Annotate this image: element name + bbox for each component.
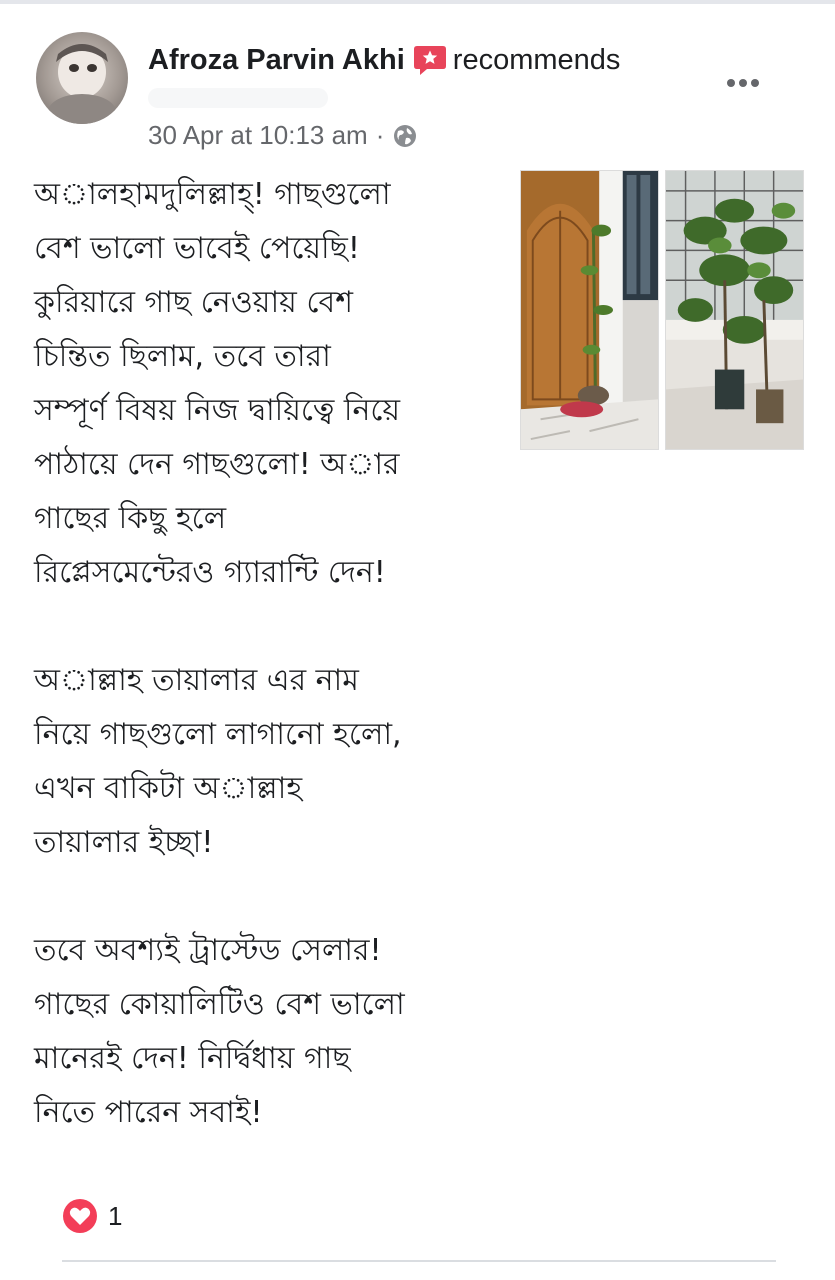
more-dot [739,79,747,87]
post-paragraph: অালহামদুলিল্লাহ্! গাছগুলো বেশ ভালো ভাবেই পেয়েছি! কুরিয়ারে গাছ নেওয়ায় বেশ চিন্তিত ছিলাম, তবে তারা সম্পূর্ণ বিষয় নিজ দ্বায়িত্বে নিয়ে পাঠায়ে দেন গাছগুলো! অার গাছের কিছু হলে রিপ্লেসমেন্টেরও গ্যারান্টি দেন! [34,177,401,590]
avatar-image [36,32,128,124]
recommends-label: recommends [452,43,621,76]
meta-separator: · [375,120,385,150]
globe-icon[interactable] [392,123,418,149]
post-paragraph: অাল্লাহ তায়ালার এর নাম নিয়ে গাছগুলো লাগানো হলো, এখন বাকিটা অাল্লাহ তায়ালার ইচ্ছা! [34,663,402,860]
more-dot [727,79,735,87]
photo-grid [520,170,804,450]
more-dot [751,79,759,87]
avatar[interactable] [36,32,128,124]
recommendation-post [0,4,835,1280]
reaction-count: 1 [108,1200,123,1231]
reactions-bar[interactable] [62,1198,122,1234]
author-name[interactable]: Afroza Parvin Akhi [148,43,405,76]
bottom-divider [62,1260,776,1262]
post-header [148,40,620,80]
post-body [34,168,504,1194]
post-meta [148,120,418,151]
photo-door-plant[interactable] [520,170,659,450]
photo-balcony-plants[interactable] [665,170,804,450]
more-options-button[interactable] [718,68,768,98]
recommend-icon [413,43,447,77]
post-timestamp[interactable]: 30 Apr at 10:13 am [148,120,368,150]
post-paragraph: তবে অবশ্যই ট্রাস্টেড সেলার! গাছের কোয়ালিটিও বেশ ভালো মানেরই দেন! নির্দ্বিধায় গাছ নিতে পারেন সবাই! [34,933,405,1130]
heart-icon [62,1198,98,1234]
blurred-subtitle [148,88,328,108]
